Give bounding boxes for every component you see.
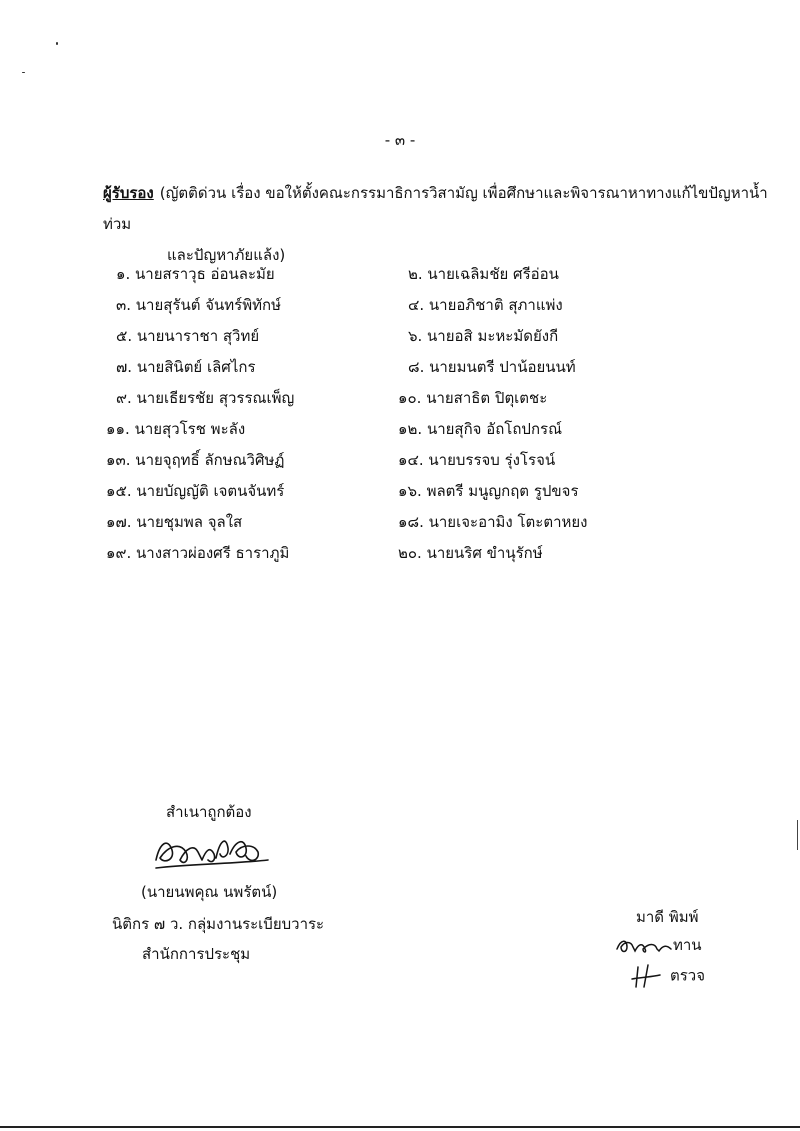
signer-full-name: (นายนพคุณ นพรัตน์) xyxy=(141,883,278,901)
signer-name: ๑๔. นายบรรจบ รุ่งโรจน์ xyxy=(398,451,556,469)
checker-label: ตรวจ xyxy=(670,966,706,985)
reviewer-initials-mark xyxy=(615,935,673,957)
certified-copy-text: สำเนาถูกต้อง xyxy=(166,803,252,821)
reviewer-label: ทาน xyxy=(673,936,702,954)
signer-office: สำนักการประชุม xyxy=(142,945,251,963)
signer-name: ๖. นายอสิ มะหะมัดยังกี xyxy=(408,327,559,345)
signer-name: ๑๙. นางสาวผ่องศรี ธาราภูมิ xyxy=(106,544,290,562)
checker-note xyxy=(630,963,705,989)
signer-name: ๑๓. นายจุฤทธิ์ ลักษณวิศิษฏ์ xyxy=(106,451,285,469)
signer-name: ๕. นายนาราชา สุวิทย์ xyxy=(116,327,260,345)
handwritten-signature xyxy=(150,830,275,875)
typist-note: มาดี พิมพ์ xyxy=(636,908,699,926)
signer-position: นิติกร ๗ ว. กลุ่มงานระเบียบวาระ xyxy=(112,915,325,933)
signer-name: ๑. นายสราวุธ อ่อนละมัย xyxy=(116,265,275,283)
scan-edge-mark xyxy=(797,820,798,850)
signer-name: ๙. นายเธียรชัย สุวรรณเพ็ญ xyxy=(116,389,295,407)
endorsers-header xyxy=(103,178,783,271)
endorsers-label: ผู้รับรอง xyxy=(103,184,154,202)
signer-name: ๔. นายอภิชาติ สุภาแพ่ง xyxy=(408,296,563,314)
checker-initials-mark xyxy=(630,963,662,989)
page-number: - ๓ - xyxy=(384,131,416,149)
signer-name: ๒. นายเฉลิมชัย ศรีอ่อน xyxy=(408,265,559,283)
signer-name: ๘. นายมนตรี ปาน้อยนนท์ xyxy=(408,358,576,376)
reviewer-note xyxy=(615,933,702,957)
signer-name: ๗. นายสินิตย์ เลิศไกร xyxy=(116,358,256,376)
signer-name: ๒๐. นายนริศ ขำนุรักษ์ xyxy=(398,544,543,562)
page-bottom-edge xyxy=(0,1126,800,1128)
signer-name: ๓. นายสุรันต์ จันทร์พิทักษ์ xyxy=(116,296,281,314)
signer-name: ๑๕. นายบัญญัติ เจตนจันทร์ xyxy=(106,482,285,500)
signer-name: ๑๒. นายสุกิจ อัถโถปกรณ์ xyxy=(398,420,563,438)
motion-subject-line-1: (ญัตติด่วน เรื่อง ขอให้ตั้งคณะกรรมาธิการวิสามัญ เพื่อศึกษาและพิจารณาหาทางแก้ไขปัญหาน้ำท่วม xyxy=(103,184,768,233)
signer-name: ๑๑. นายสุวโรช พะลัง xyxy=(106,420,246,438)
signer-name: ๑๗. นายชุมพล จุลใส xyxy=(106,513,243,531)
scan-speck xyxy=(56,42,58,45)
signer-name: ๑๐. นายสาธิต ปิตุเตชะ xyxy=(398,389,548,407)
signer-name: ๑๖. พลตรี มนูญกฤต รูปขจร xyxy=(398,482,579,500)
signer-name: ๑๘. นายเจะอามิง โตะตาหยง xyxy=(398,513,588,531)
scan-speck xyxy=(22,72,25,73)
motion-subject-line-2: และปัญหาภัยแล้ง) xyxy=(167,246,286,264)
